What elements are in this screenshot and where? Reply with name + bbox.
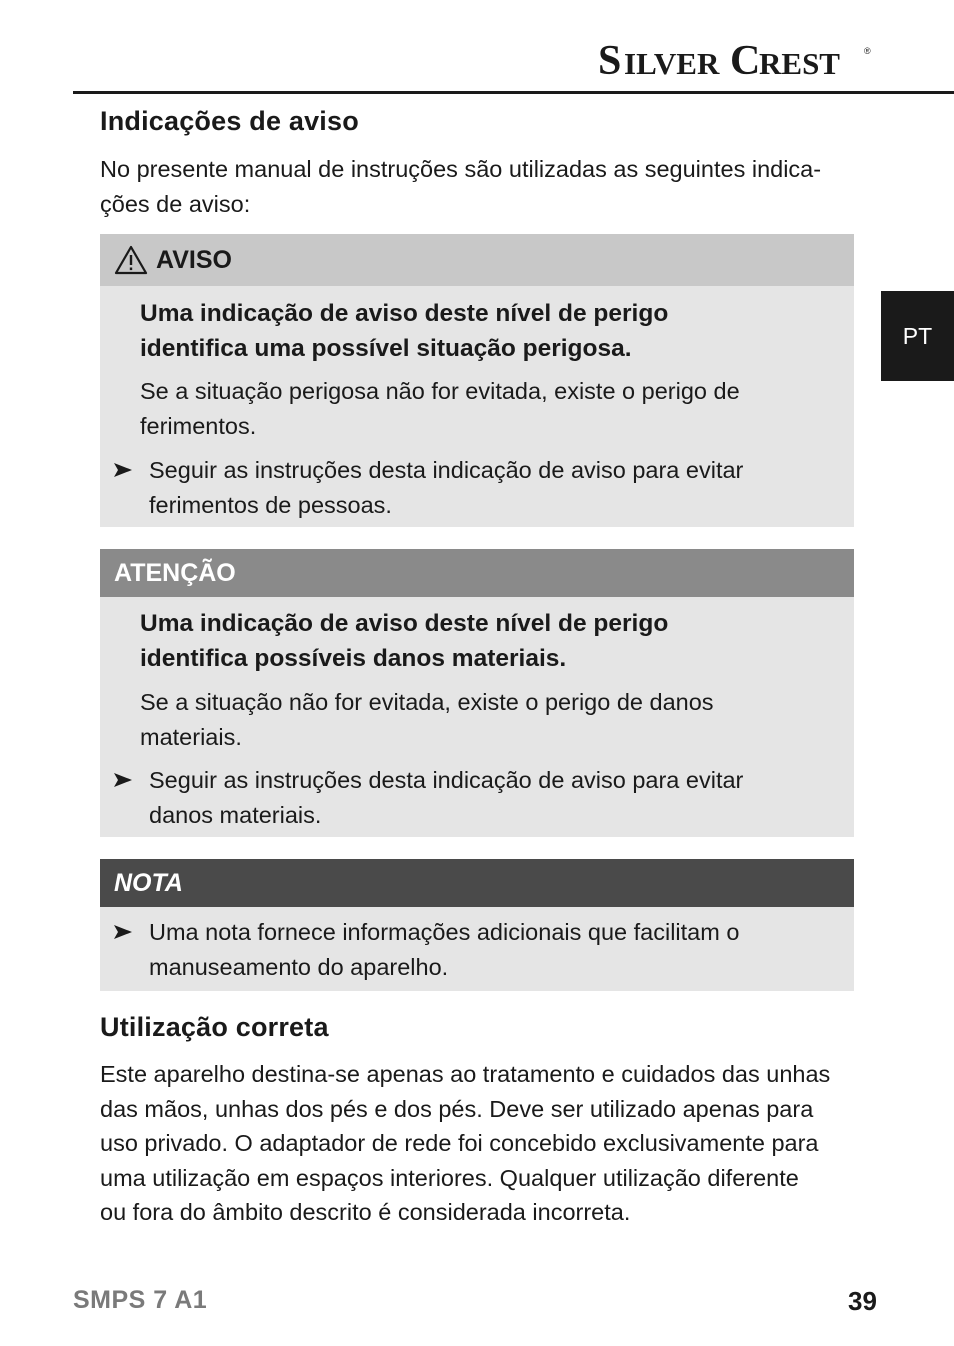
bold-line: Uma indicação de aviso deste nível de perigo xyxy=(140,300,669,327)
text-line: materiais. xyxy=(140,723,242,750)
svg-text:®: ® xyxy=(864,46,871,56)
paragraph-line: uso privado. O adaptador de rede foi concebido exclusivamente para xyxy=(100,1130,819,1156)
atencao-bullet xyxy=(114,763,844,832)
aviso-box xyxy=(100,234,854,527)
nota-header-label: NOTA xyxy=(114,868,183,897)
aviso-bold-text xyxy=(140,296,840,366)
paragraph-line: uma utilização em espaços interiores. Qualquer utilização diferente xyxy=(100,1164,799,1191)
aviso-header xyxy=(100,234,854,286)
section-title-warnings: Indicações de aviso xyxy=(100,106,359,136)
header-rule xyxy=(73,91,954,94)
atencao-text xyxy=(140,685,840,754)
aviso-header-label: AVISO xyxy=(156,245,232,274)
language-tab-label: PT xyxy=(902,322,933,349)
bullet-line: ferimentos de pessoas. xyxy=(149,491,392,518)
correct-use-paragraph xyxy=(100,1057,860,1230)
bullet-line: manuseamento do aparelho. xyxy=(149,953,449,980)
silvercrest-logo xyxy=(598,38,873,82)
aviso-bullet xyxy=(114,453,844,522)
bullet-line: danos materiais. xyxy=(149,801,322,828)
bullet-line: Seguir as instruções desta indicação de aviso para evitar xyxy=(149,457,744,483)
nota-bullet xyxy=(114,915,844,984)
bullet-arrow-icon xyxy=(114,462,132,478)
bullet-line: Seguir as instruções desta indicação de aviso para evitar xyxy=(149,767,744,793)
atencao-bold-text xyxy=(140,606,840,676)
footer-model: SMPS 7 A1 xyxy=(73,1286,208,1314)
text-line: Se a situação perigosa não for evitada, existe o perigo de xyxy=(140,378,740,404)
intro-line: No presente manual de instruções são utilizadas as seguintes indica- xyxy=(100,156,822,182)
paragraph-line: Este aparelho destina-se apenas ao tratamento e cuidados das unhas xyxy=(100,1061,831,1087)
intro-line: ções de aviso: xyxy=(100,190,251,217)
bullet-arrow-icon xyxy=(114,772,132,788)
nota-box xyxy=(100,859,854,991)
atencao-header-label: ATENÇÃO xyxy=(114,558,236,587)
warning-triangle-icon xyxy=(114,245,148,275)
bold-line: Uma indicação de aviso deste nível de perigo xyxy=(140,610,669,637)
svg-text:REST: REST xyxy=(759,46,840,81)
bullet-line: Uma nota fornece informações adicionais que facilitam o xyxy=(149,919,740,945)
paragraph-line: das mãos, unhas dos pés e dos pés. Deve ser utilizado apenas para xyxy=(100,1095,814,1122)
aviso-text xyxy=(140,374,840,443)
language-tab xyxy=(881,291,954,381)
section-title-correct-use: Utilização correta xyxy=(100,1012,329,1042)
text-line: Se a situação não for evitada, existe o perigo de danos xyxy=(140,689,714,715)
svg-text:C: C xyxy=(730,38,761,82)
atencao-box xyxy=(100,549,854,837)
svg-text:ILVER: ILVER xyxy=(624,46,720,81)
bold-line: identifica possíveis danos materiais. xyxy=(140,645,567,672)
text-line: ferimentos. xyxy=(140,412,257,439)
bold-line: identifica uma possível situação perigosa. xyxy=(140,335,632,362)
nota-header xyxy=(100,859,854,907)
atencao-header xyxy=(100,549,854,597)
svg-text:S: S xyxy=(598,38,622,82)
bullet-arrow-icon xyxy=(114,924,132,940)
page-number: 39 xyxy=(848,1286,877,1316)
section-intro xyxy=(100,152,860,221)
paragraph-line: ou fora do âmbito descrito é considerada incorreta. xyxy=(100,1199,631,1225)
